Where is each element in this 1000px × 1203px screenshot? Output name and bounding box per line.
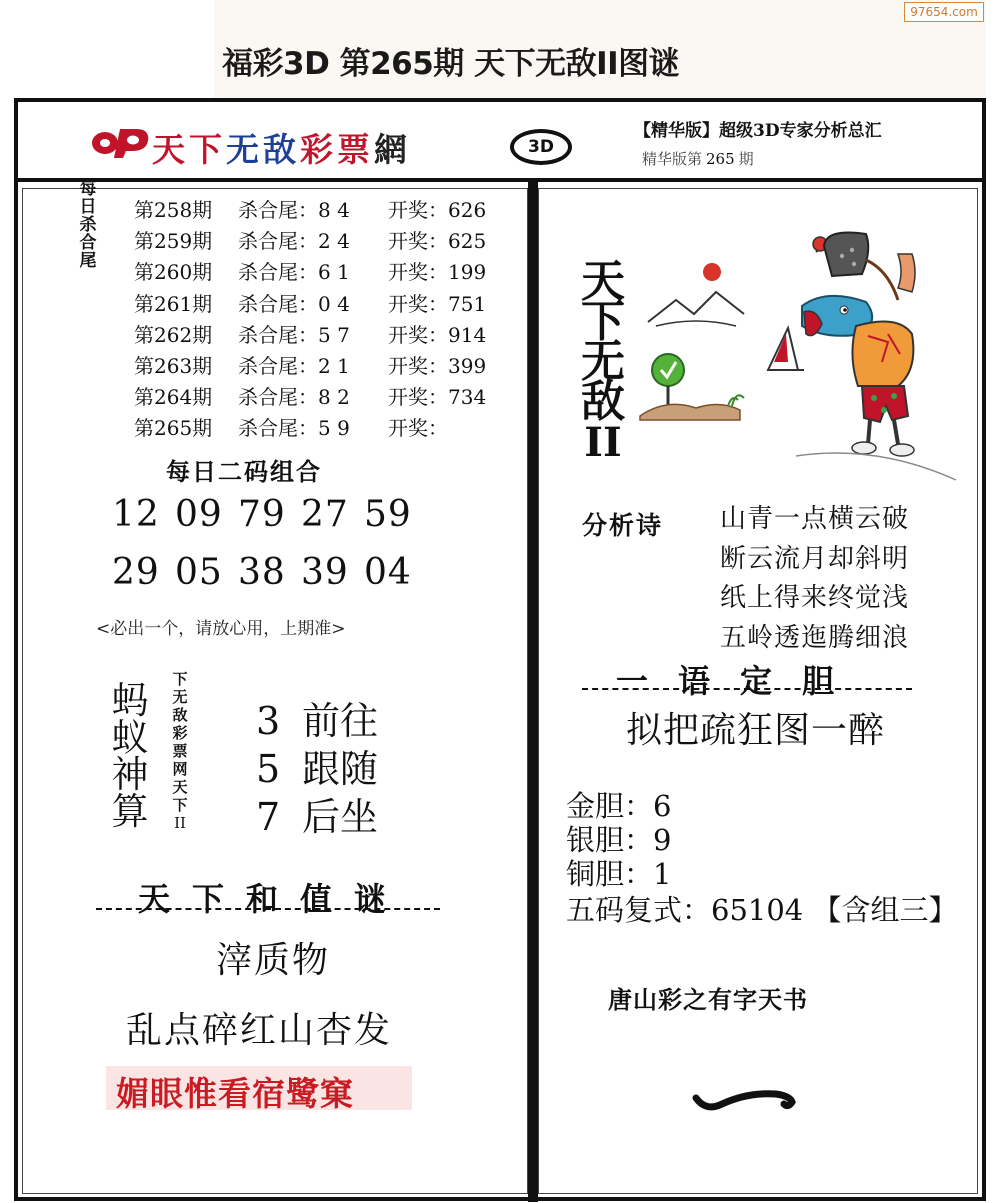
pair-code: 39 — [301, 552, 349, 593]
draw-prize: 开奖：625 — [388, 229, 487, 254]
poem-line: 纸上得来终觉浅 — [720, 583, 910, 613]
draw-period: 第259期 — [134, 229, 213, 254]
poem-line: 山青一点横云破 — [720, 504, 910, 534]
draw-row — [134, 349, 486, 380]
draw-prize: 开奖：399 — [388, 354, 487, 379]
pair-combo-row — [112, 552, 427, 593]
ant-sub-text: 下无敌彩票网天下 — [172, 670, 188, 814]
analysis-poem — [720, 498, 909, 656]
pair-code: 12 — [112, 494, 160, 535]
site-name-char: 无 — [226, 130, 263, 169]
site-name-char: 天 — [152, 130, 189, 169]
sum-riddle-line: 乱点碎红山杏发 — [126, 1010, 393, 1051]
heavenly-book-glyph-icon — [692, 1078, 802, 1122]
kill-tail-label: 每日杀合尾 — [79, 179, 97, 271]
ant-item-number: 7 — [256, 795, 281, 839]
pair-code: 27 — [301, 494, 349, 535]
draw-row — [134, 380, 486, 411]
draw-row — [134, 287, 486, 318]
invincible-text: 天下无敌 — [581, 256, 625, 427]
period-suffix: 期 — [738, 150, 754, 168]
site-name-char: 敌 — [263, 130, 300, 169]
tangshan-book-title: 唐山彩之有字天书 — [608, 985, 808, 1014]
site-name — [152, 124, 411, 171]
five-code-combo: 五码复式：65104 【含组三】 — [566, 893, 958, 927]
draw-period: 第258期 — [134, 198, 213, 223]
draw-kill: 杀合尾：0 4 — [238, 291, 350, 316]
draw-period: 第265期 — [134, 416, 213, 441]
sum-riddle-dashline — [96, 908, 440, 910]
draw-row — [134, 224, 486, 255]
one-word-text: 拟把疏狂图一醉 — [626, 710, 886, 751]
pair-code: 09 — [175, 494, 223, 535]
pair-code: 05 — [175, 552, 223, 593]
ant-calc-sublabel — [170, 670, 190, 832]
pair-code: 38 — [238, 552, 286, 593]
draw-kill: 杀合尾：8 2 — [238, 385, 350, 410]
draw-prize: 开奖： — [388, 416, 448, 441]
sum-riddle-line: 滓质物 — [216, 940, 331, 981]
ant-sub-roman: II — [174, 814, 186, 832]
draw-period: 第260期 — [134, 260, 213, 285]
edition-period — [642, 148, 754, 169]
period-number: 265 — [706, 150, 735, 168]
gold-dan: 金胆：6 — [566, 789, 672, 823]
draw-row — [134, 411, 486, 442]
pair-code: 29 — [112, 552, 160, 593]
poem-line: 断云流月却斜明 — [720, 543, 910, 574]
ant-item-number: 3 — [256, 699, 281, 743]
3d-badge: 3D — [510, 129, 572, 165]
sum-riddle-title: 天下和值谜 — [138, 880, 409, 918]
poster-banner — [18, 102, 982, 182]
lottery-logo-icon — [90, 125, 152, 159]
draw-prize: 开奖：751 — [388, 291, 487, 316]
site-name-char: 網 — [374, 130, 411, 169]
sum-riddle-line: 媚眼惟看宿鹭窠 — [116, 1074, 354, 1113]
ant-item-text: 前往 — [302, 699, 379, 743]
cartoon-golfer-illustration — [636, 230, 966, 495]
ant-item-text: 跟随 — [302, 747, 379, 791]
draw-prize: 开奖：734 — [388, 385, 487, 410]
draw-period: 第264期 — [134, 385, 213, 410]
draw-kill: 杀合尾：8 4 — [238, 198, 350, 223]
one-word-dashline — [582, 688, 912, 690]
one-word-title: 一语定胆 — [616, 662, 865, 700]
pair-combo-title: 每日二码组合 — [166, 457, 322, 486]
site-name-char: 下 — [189, 130, 226, 169]
draw-row — [134, 318, 486, 349]
panel-divider — [528, 182, 538, 1202]
draw-row — [134, 255, 486, 286]
pair-code: 04 — [364, 552, 412, 593]
pair-code: 79 — [238, 494, 286, 535]
page-header — [214, 0, 986, 98]
draw-prize: 开奖：914 — [388, 322, 487, 347]
ant-calc-item — [256, 786, 378, 841]
edition-line: 【精华版】超级3D专家分析总汇 — [634, 121, 882, 141]
draw-kill: 杀合尾：5 7 — [238, 322, 350, 347]
silver-dan: 银胆：9 — [566, 823, 672, 857]
ant-item-text: 后坐 — [302, 795, 379, 839]
draw-row — [134, 193, 486, 224]
draw-period: 第261期 — [134, 291, 213, 316]
sum-riddle-highlight — [106, 1066, 412, 1113]
draw-period: 第262期 — [134, 322, 213, 347]
page-title: 福彩3D 第265期 天下无敌II图谜 — [222, 46, 680, 82]
poem-line: 五岭透迤腾细浪 — [720, 622, 910, 653]
draw-kill: 杀合尾：6 1 — [238, 260, 350, 285]
ant-calc-item — [256, 738, 378, 793]
site-name-char: 彩 — [300, 130, 337, 169]
ant-calc-item — [256, 690, 378, 745]
invincible-title — [578, 256, 628, 466]
copper-dan: 铜胆：1 — [566, 857, 672, 891]
ant-calc-label: 蚂蚁神算 — [111, 679, 149, 833]
pair-code: 59 — [364, 494, 412, 535]
ant-item-number: 5 — [256, 747, 281, 791]
draw-prize: 开奖：626 — [388, 198, 487, 223]
poem-label: 分析诗 — [582, 511, 664, 540]
draw-kill: 杀合尾：5 9 — [238, 416, 350, 441]
draw-history-list — [134, 193, 486, 443]
invincible-roman: II — [584, 419, 622, 466]
pair-combo-row — [112, 494, 427, 535]
watermark[interactable]: 97654.com — [904, 2, 984, 22]
pair-note: <必出一个，请放心用，上期准> — [96, 619, 346, 639]
site-name-char: 票 — [337, 130, 374, 169]
draw-kill: 杀合尾：2 1 — [238, 354, 350, 379]
draw-prize: 开奖：199 — [388, 260, 487, 285]
period-prefix: 精华版第 — [642, 150, 703, 168]
draw-period: 第263期 — [134, 354, 213, 379]
draw-kill: 杀合尾：2 4 — [238, 229, 350, 254]
